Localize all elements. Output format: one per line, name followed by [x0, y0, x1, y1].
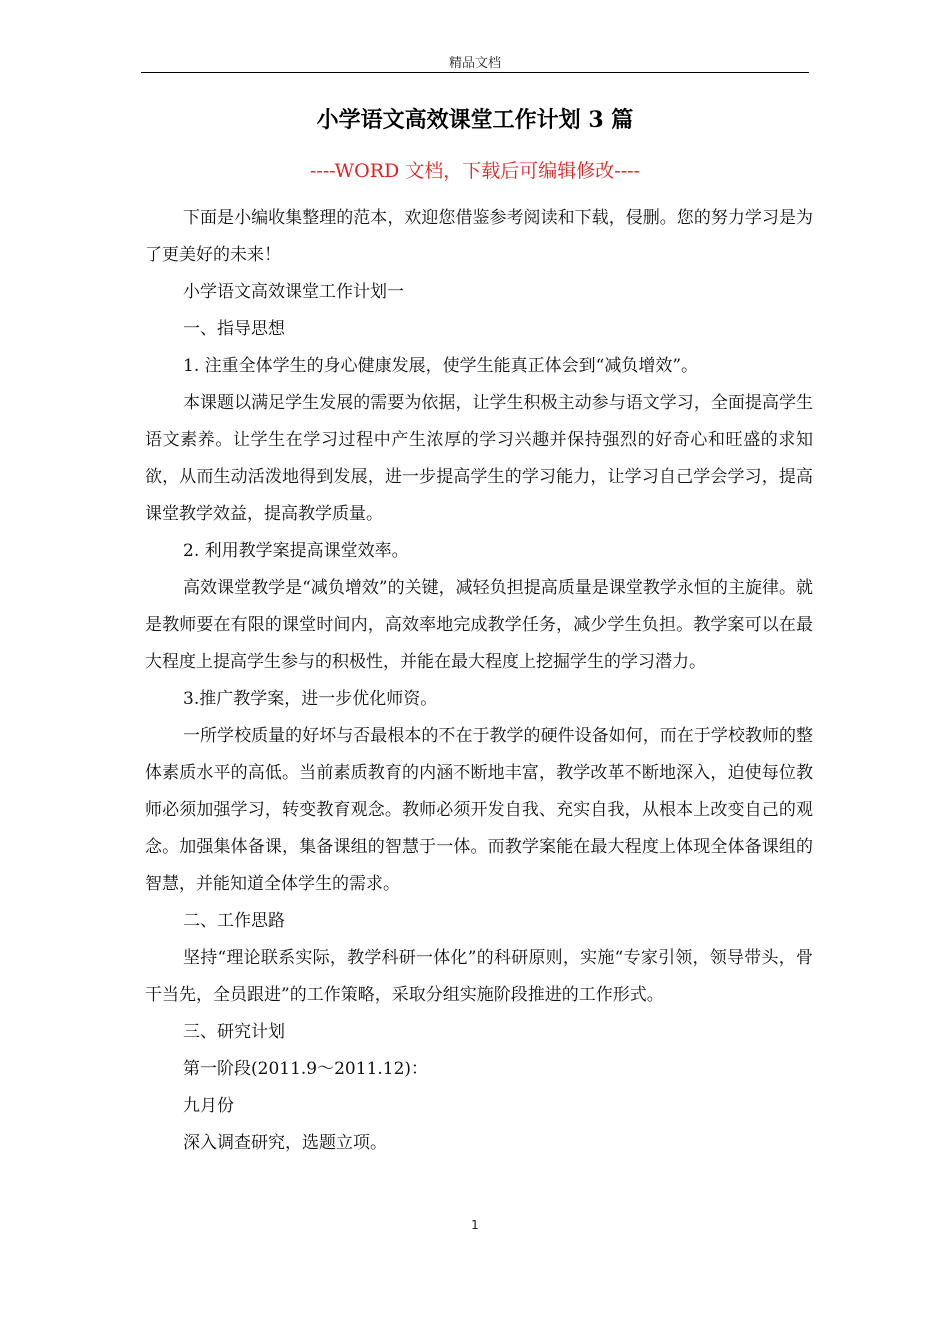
document-body	[145, 200, 813, 1162]
paragraph: 深入调查研究，选题立项。	[183, 1133, 387, 1153]
paragraph: 一所学校质量的好坏与否最根本的不在于教学的硬件设备如何，而在于学校教师的整体素质水平的高低。当前素质教育的内涵不断地丰富，教学改革不断地深入，迫使每位教师必须加强学习，转变教育观念。教师必须开发自我、充实自我，从根本上改变自己的观念。加强集体备课，集备课组的智慧于一体。而教学案能在最大程度上体现全体备课组的智慧，并能知道全体学生的需求。	[145, 726, 813, 894]
document-title: 小学语文高效课堂工作计划 3 篇	[316, 107, 634, 133]
document-subtitle: ----WORD 文档，下载后可编辑修改----	[309, 160, 640, 182]
paragraph: 九月份	[183, 1096, 234, 1116]
paragraph: 2. 利用教学案提高课堂效率。	[183, 541, 409, 561]
paragraph: 本课题以满足学生发展的需要为依据，让学生积极主动参与语文学习，全面提高学生语文素养。让学生在学习过程中产生浓厚的学习兴趣并保持强烈的好奇心和旺盛的求知欲，从而生动活泼地得到发展，进一步提高学生的学习能力，让学习自己学会学习，提高课堂教学效益，提高教学质量。	[145, 393, 813, 524]
paragraph: 1. 注重全体学生的身心健康发展，使学生能真正体会到“减负增效”。	[183, 356, 699, 376]
paragraph: 坚持“理论联系实际，教学科研一体化”的科研原则，实施“专家引领，领导带头，骨干当先，全员跟进”的工作策略，采取分组实施阶段推进的工作形式。	[145, 948, 813, 1005]
heading: 三、研究计划	[183, 1022, 285, 1042]
paragraph: 3.推广教学案，进一步优化师资。	[183, 689, 438, 709]
section-title: 小学语文高效课堂工作计划一	[183, 282, 404, 302]
paragraph: 高效课堂教学是“减负增效”的关键，减轻负担提高质量是课堂教学永恒的主旋律。就是教师要在有限的课堂时间内，高效率地完成教学任务，减少学生负担。教学案可以在最大程度上提高学生参与的积极性，并能在最大程度上挖掘学生的学习潜力。	[145, 578, 813, 672]
page-header: 精品文档	[448, 56, 501, 71]
page-number: 1	[471, 1218, 479, 1232]
heading: 一、指导思想	[183, 319, 285, 339]
header-divider	[141, 72, 809, 73]
paragraph: 下面是小编收集整理的范本，欢迎您借鉴参考阅读和下载，侵删。您的努力学习是为了更美好的未来！	[145, 208, 813, 265]
heading: 二、工作思路	[183, 911, 285, 931]
paragraph: 第一阶段(2011.9～2011.12)：	[183, 1059, 429, 1079]
